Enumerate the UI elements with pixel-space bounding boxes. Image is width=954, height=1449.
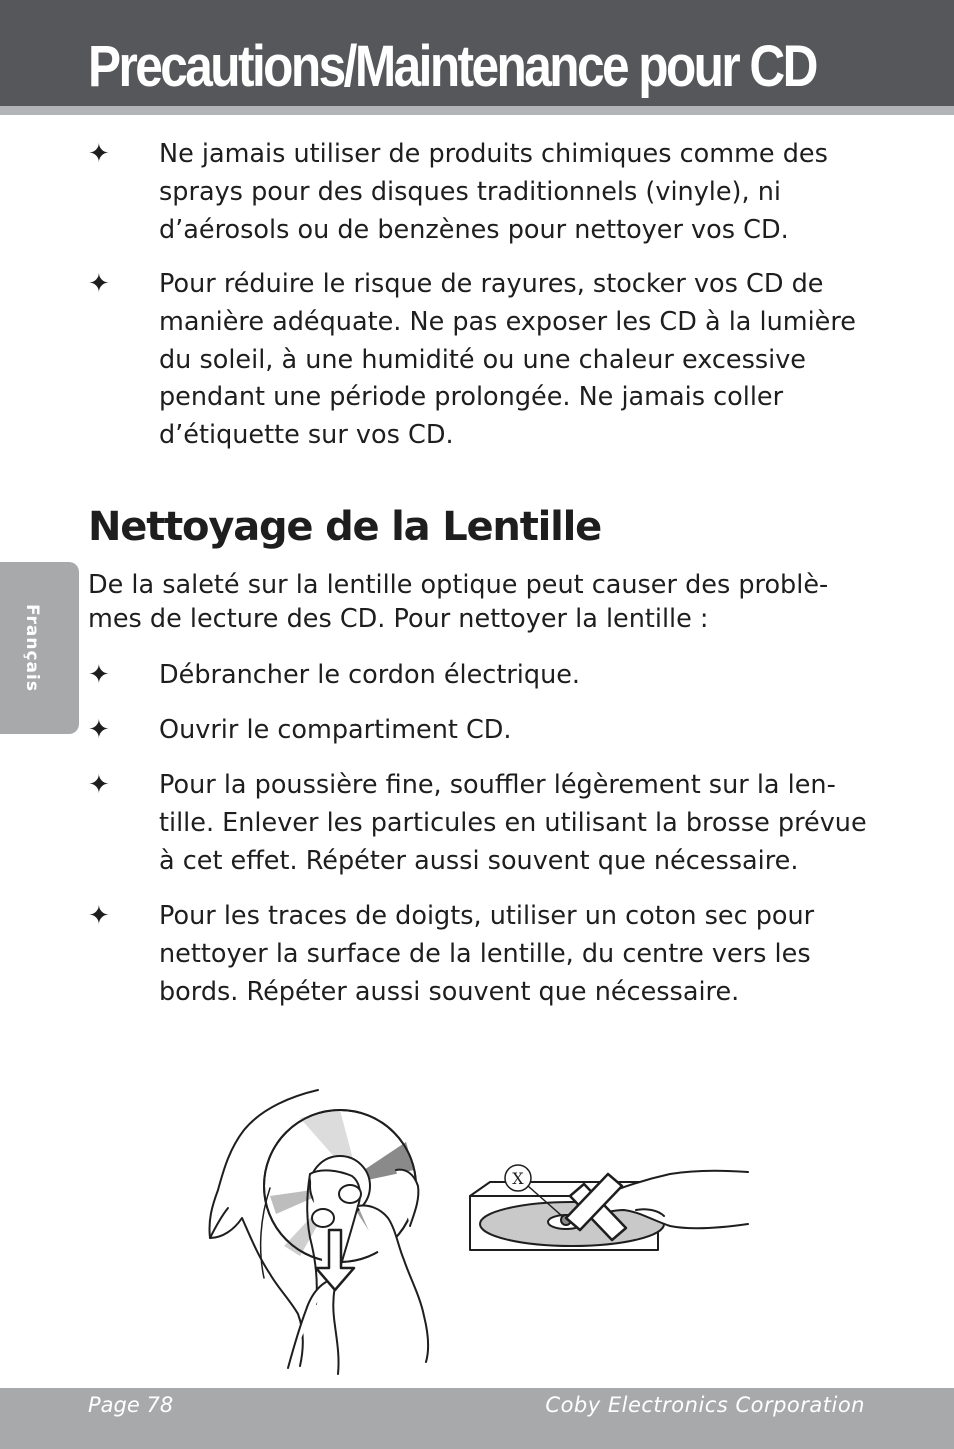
cleaning-illustration: [200, 1078, 760, 1378]
language-tab-label: Français: [22, 604, 42, 692]
header-rule: [0, 106, 954, 115]
section-intro: De la saleté sur la lentille optique peut causer des problè-mes de lecture des CD. Pour nettoyer la lentille :: [88, 570, 829, 634]
company-name: Coby Electronics Corporation: [545, 1393, 865, 1417]
star-bullet-icon: ✦: [88, 139, 110, 169]
lens-warning-drawing: [470, 1165, 748, 1250]
step-text: Débrancher le cordon électrique.: [159, 660, 581, 690]
star-bullet-icon: ✦: [88, 901, 110, 931]
lens-marker-label: X: [512, 1169, 524, 1188]
star-bullet-icon: ✦: [88, 770, 110, 800]
step-text: Pour la poussière fine, souffler légèrement sur la len-tille. Enlever les particules en utilisant la brosse prévue à cet effet. Répéter aussi souvent que nécessaire.: [159, 770, 867, 876]
page-title: Precautions/Maintenance pour CD: [88, 34, 816, 99]
star-bullet-icon: ✦: [88, 660, 110, 690]
section-heading: Nettoyage de la Lentille: [88, 504, 602, 550]
step-text: Ouvrir le compartiment CD.: [159, 715, 512, 745]
precaution-text: Pour réduire le risque de rayures, stocker vos CD de manière adéquate. Ne pas exposer les CD à la lumière du soleil, à une humidité ou une chaleur excessive pendant une période prolongée. Ne jamais coller d’étiquette sur vos CD.: [159, 269, 856, 451]
star-bullet-icon: ✦: [88, 715, 110, 745]
star-bullet-icon: ✦: [88, 269, 110, 299]
page-number: Page 78: [88, 1393, 174, 1417]
precaution-text: Ne jamais utiliser de produits chimiques comme des sprays pour des disques traditionnels (vinyle), ni d’aérosols ou de benzènes pour nettoyer vos CD.: [159, 139, 828, 245]
step-text: Pour les traces de doigts, utiliser un coton sec pour nettoyer la surface de la lentille, du centre vers les bords. Répéter aussi souvent que nécessaire.: [159, 901, 815, 1007]
cd-handling-drawing: [209, 1090, 428, 1374]
